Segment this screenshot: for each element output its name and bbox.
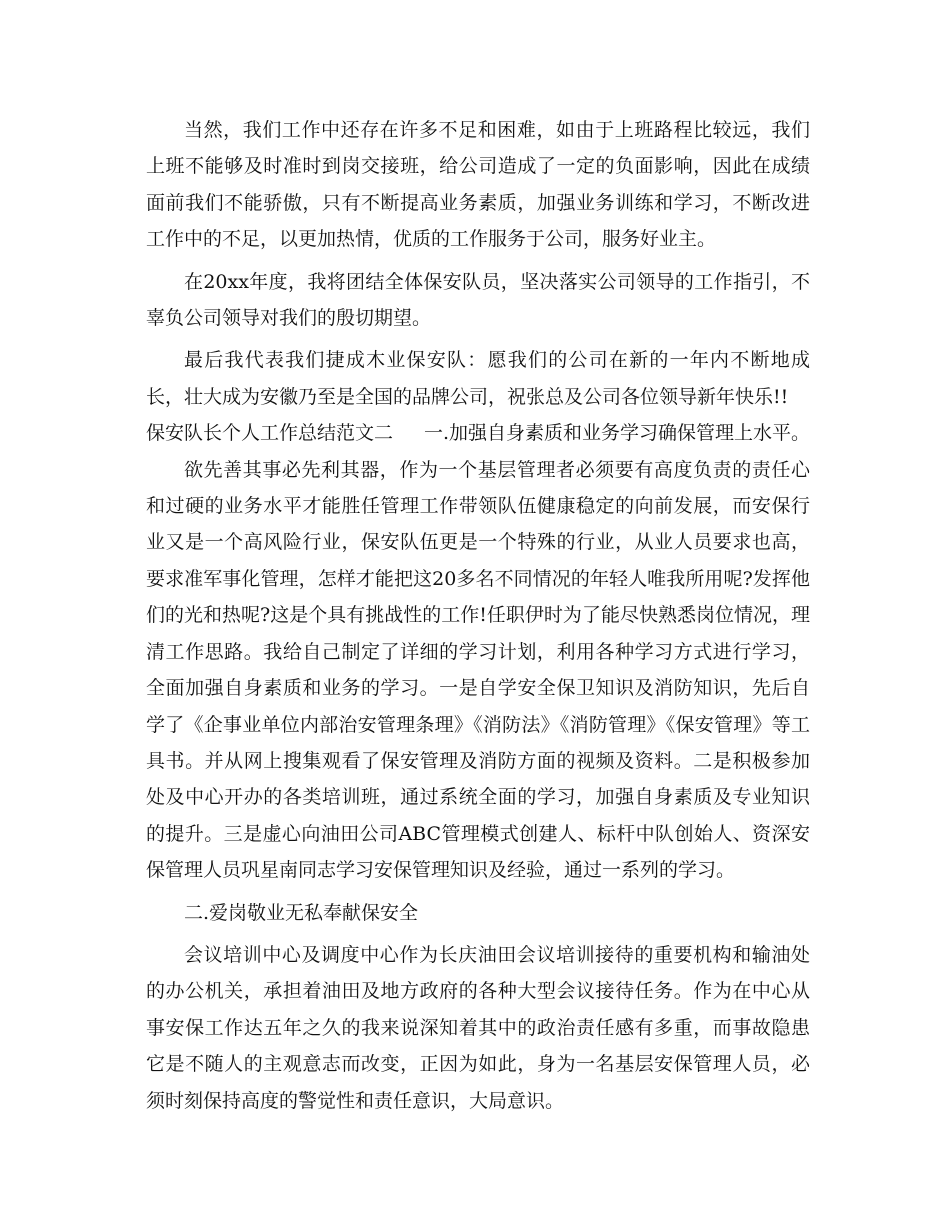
paragraph-self-improvement: 欲先善其事必先利其器，作为一个基层管理者必须要有高度负责的责任心和过硬的业务水平才能胜任管理工作带领队伍健康稳定的向前发展，而安保行业又是一个高风险行业，保安队伍更是一个特殊的行业，从业人员要求也高，要求准军事化管理，怎样才能把这20多名不同情况的年轻人唯我所用呢?发挥他们的光和热呢?这是个具有挑战性的工作!任职伊时为了能尽快熟悉岗位情况，理清工作思路。我给自己制定了详细的学习计划，利用各种学习方式进行学习，全面加强自身素质和业务的学习。一是自学安全保卫知识及消防知识，先后自学了《企事业单位内部治安管理条理》《消防法》《消防管理》《保安管理》等工具书。并从网上搜集观看了保安管理及消防方面的视频及资料。二是积极参加处及中心开办的各类培训班，通过系统全面的学习，加强自身素质及专业知识的提升。三是虚心向油田公司ABC管理模式创建人、标杆中队创始人、资深安保管理人员巩星南同志学习安保管理知识及经验，通过一系列的学习。	[146, 458, 810, 882]
paragraph-shortcomings: 当然，我们工作中还存在许多不足和困难，如由于上班路程比较远，我们上班不能够及时准时到岗交接班，给公司造成了一定的负面影响，因此在成绩面前我们不能骄傲，只有不断提高业务素质，加强业务训练和学习，不断改进工作中的不足，以更加热情，优质的工作服务于公司，服务好业主。	[146, 119, 810, 251]
section-subtitle: 一.加强自身素质和业务学习确保管理上水平。	[423, 422, 810, 445]
subheading-dedication: 二.爱岗敬业无私奉献保安全	[184, 901, 419, 924]
document-page	[146, 112, 810, 1119]
paragraph-year-plan: 在20xx年度，我将团结全体保安队员，坚决落实公司领导的工作指引，不辜负公司领导对我们的殷切期望。	[146, 270, 810, 330]
section-title: 保安队长个人工作总结范文二	[146, 422, 394, 445]
section-heading-line	[146, 415, 810, 451]
paragraph-security-duty: 会议培训中心及调度中心作为长庆油田会议培训接待的重要机构和输油处的办公机关，承担着油田及地方政府的各种大型会议接待任务。作为在中心从事安保工作达五年之久的我来说深知着其中的政治责任感有多重，而事故隐患它是不随人的主观意志而改变，正因为如此，身为一名基层安保管理人员，必须时刻保持高度的警觉性和责任意识，大局意识。	[146, 943, 810, 1112]
paragraph-closing-wishes: 最后我代表我们捷成木业保安队：愿我们的公司在新的一年内不断地成长，壮大成为安徽乃至是全国的品牌公司，祝张总及公司各位领导新年快乐!!	[146, 349, 810, 408]
